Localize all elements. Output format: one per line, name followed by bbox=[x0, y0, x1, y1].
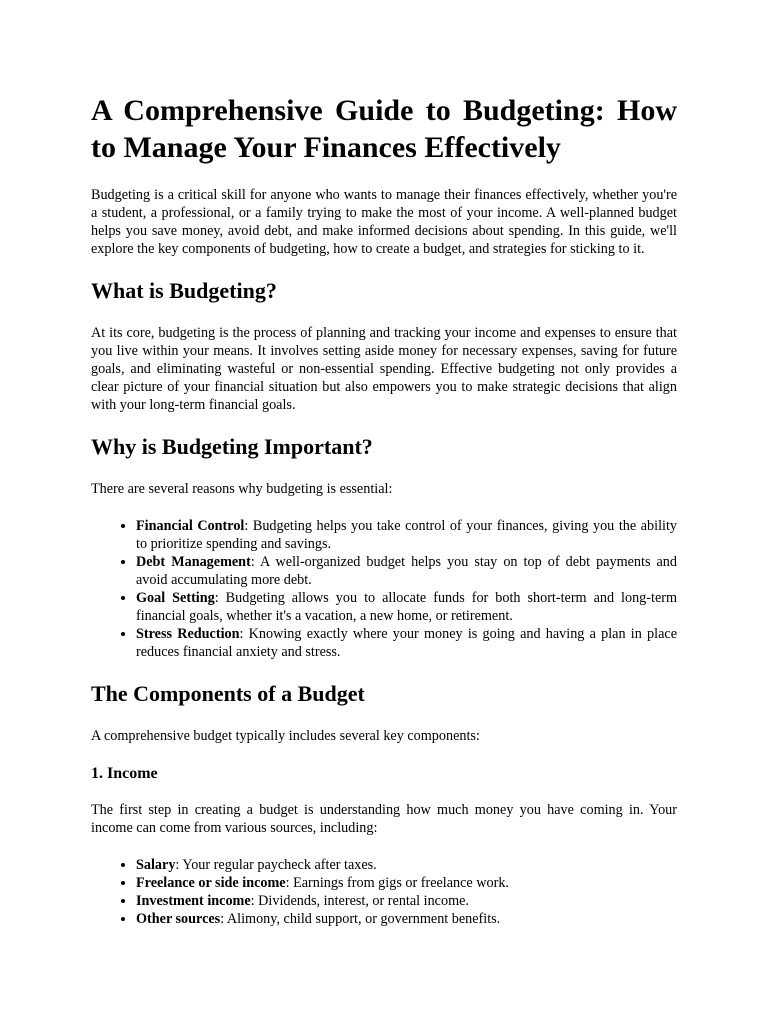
list-item bbox=[136, 553, 677, 589]
what-paragraph: At its core, budgeting is the process of planning and tracking your income and expenses to ensure that you live within your means. It involves setting aside money for necessary expenses, saving for future goals, and eliminating wasteful or non-essential spending. Effective budgeting not only provides a clear picture of your financial situation but also empowers you to make strategic decisions that align with your long-term financial goals. bbox=[91, 325, 677, 413]
list-item bbox=[136, 856, 677, 874]
list-item-text: : Dividends, interest, or rental income. bbox=[250, 893, 469, 909]
heading-what-is-budgeting: What is Budgeting? bbox=[91, 278, 277, 303]
list-item-term: Freelance or side income bbox=[136, 875, 286, 891]
income-sources-list bbox=[91, 856, 677, 928]
list-item-term: Salary bbox=[136, 857, 176, 873]
list-item-term: Investment income bbox=[136, 893, 251, 909]
reasons-list bbox=[91, 517, 677, 661]
list-item-term: Stress Reduction bbox=[136, 626, 240, 642]
list-item-text: : Knowing exactly where your money is going and having a plan in place reduces financial anxiety and stress. bbox=[136, 626, 677, 660]
list-item-text: : Earnings from gigs or freelance work. bbox=[285, 875, 509, 891]
intro-paragraph: Budgeting is a critical skill for anyone who wants to manage their finances effectively, whether you're a student, a professional, or a family trying to make the most of your income. A well-planned budget helps you save money, avoid debt, and make informed decisions about spending. In this guide, we'll explore the key components of budgeting, how to create a budget, and strategies for sticking to it. bbox=[91, 187, 677, 257]
list-item bbox=[136, 517, 677, 553]
list-item-text: : Budgeting helps you take control of your finances, giving you the ability to prioritize spending and savings. bbox=[136, 518, 677, 552]
list-item bbox=[136, 910, 677, 928]
list-item bbox=[136, 892, 677, 910]
list-item-term: Financial Control bbox=[136, 518, 245, 534]
list-item-term: Other sources bbox=[136, 911, 221, 927]
heading-components-of-budget: The Components of a Budget bbox=[91, 681, 365, 706]
income-paragraph: The first step in creating a budget is understanding how much money you have coming in. Your income can come from various sources, including: bbox=[91, 802, 677, 836]
page-title: A Comprehensive Guide to Budgeting: How to Manage Your Finances Effectively bbox=[91, 94, 677, 164]
list-item-text: : A well-organized budget helps you stay on top of debt payments and avoid accumulating more debt. bbox=[136, 554, 677, 588]
list-item-text: : Budgeting allows you to allocate funds for both short-term and long-term financial goals, whether it's a vacation, a new home, or retirement. bbox=[136, 590, 678, 624]
why-lead-paragraph: There are several reasons why budgeting is essential: bbox=[91, 481, 393, 497]
list-item-text: : Alimony, child support, or government benefits. bbox=[220, 911, 501, 927]
list-item-text: : Your regular paycheck after taxes. bbox=[175, 857, 377, 873]
heading-income: 1. Income bbox=[91, 765, 158, 782]
list-item bbox=[136, 874, 677, 892]
list-item-term: Debt Management bbox=[136, 554, 251, 570]
list-item bbox=[136, 625, 677, 661]
list-item bbox=[136, 589, 677, 625]
heading-why-budgeting-important: Why is Budgeting Important? bbox=[91, 434, 373, 459]
components-lead-paragraph: A comprehensive budget typically includes several key components: bbox=[91, 728, 480, 744]
list-item-term: Goal Setting bbox=[136, 590, 215, 606]
